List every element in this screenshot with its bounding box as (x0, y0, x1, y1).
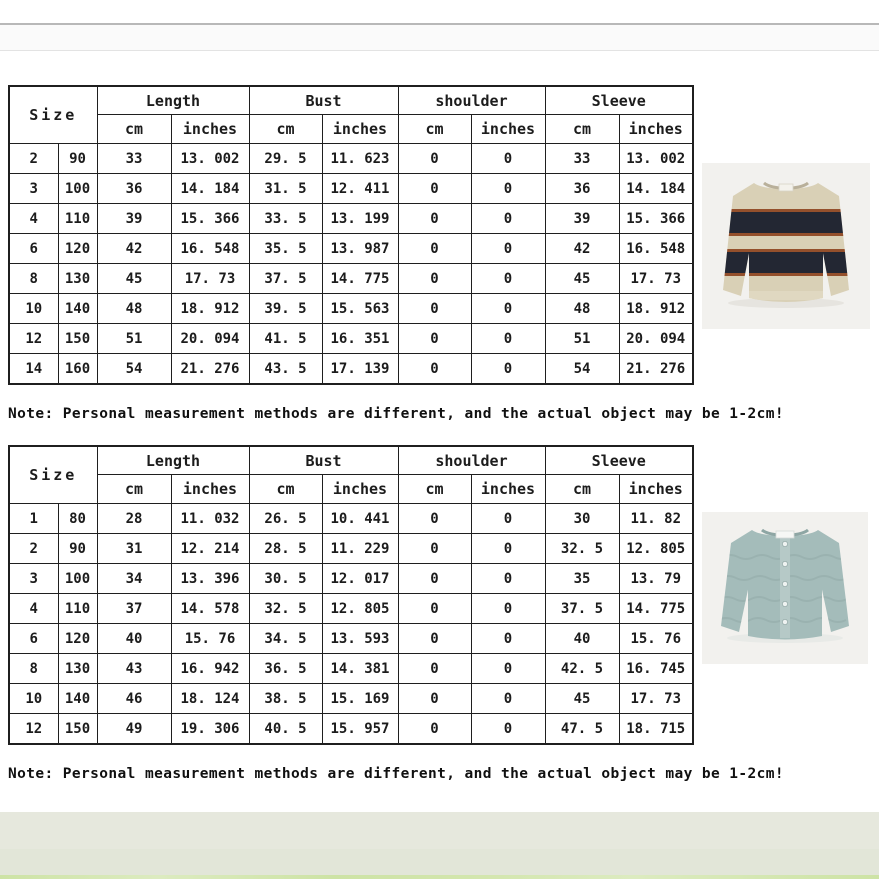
table-cell: 30 (545, 504, 619, 534)
table-cell: 0 (471, 564, 545, 594)
table-cell: 0 (471, 204, 545, 234)
bottom-frame-band-upper (0, 812, 879, 850)
table-cell: 36. 5 (249, 654, 322, 684)
table-cell: 130 (58, 264, 97, 294)
table-cell: 0 (398, 294, 471, 324)
table-cell: 15. 169 (322, 684, 398, 714)
unit-header-cm: cm (398, 475, 471, 504)
table-cell: 2 (9, 534, 58, 564)
table-cell: 10. 441 (322, 504, 398, 534)
col-header-sleeve: Sleeve (545, 446, 693, 475)
table-cell: 0 (471, 174, 545, 204)
table-cell: 14 (9, 354, 58, 385)
table-cell: 51 (97, 324, 171, 354)
table-cell: 18. 715 (619, 714, 693, 745)
table-cell: 130 (58, 654, 97, 684)
table-cell: 37 (97, 594, 171, 624)
unit-header-inches: inches (322, 115, 398, 144)
table-cell: 4 (9, 204, 58, 234)
table-cell: 140 (58, 684, 97, 714)
table-cell: 16. 745 (619, 654, 693, 684)
table-cell: 0 (471, 324, 545, 354)
table-cell: 0 (471, 294, 545, 324)
table-cell: 13. 199 (322, 204, 398, 234)
table-cell: 12 (9, 324, 58, 354)
table-cell: 0 (398, 324, 471, 354)
table-cell: 46 (97, 684, 171, 714)
table-cell: 35. 5 (249, 234, 322, 264)
table-row (9, 504, 693, 534)
table-cell: 29. 5 (249, 144, 322, 174)
table-cell: 0 (471, 624, 545, 654)
table-cell: 48 (545, 294, 619, 324)
table-cell: 17. 139 (322, 354, 398, 385)
table-row (9, 324, 693, 354)
table-cell: 90 (58, 534, 97, 564)
cardigan-illustration (702, 512, 868, 664)
table-cell: 0 (471, 654, 545, 684)
unit-header-inches: inches (619, 475, 693, 504)
unit-header-inches: inches (471, 115, 545, 144)
table-cell: 11. 82 (619, 504, 693, 534)
col-header-shoulder: shoulder (398, 86, 545, 115)
table-cell: 0 (398, 564, 471, 594)
table-cell: 12. 805 (619, 534, 693, 564)
table-cell: 13. 002 (619, 144, 693, 174)
table-cell: 34. 5 (249, 624, 322, 654)
table-cell: 0 (398, 264, 471, 294)
table-cell: 39. 5 (249, 294, 322, 324)
table-cell: 13. 002 (171, 144, 249, 174)
table-cell: 14. 578 (171, 594, 249, 624)
table-cell: 33. 5 (249, 204, 322, 234)
table-cell: 36 (545, 174, 619, 204)
table-cell: 17. 73 (619, 684, 693, 714)
table-cell: 40 (97, 624, 171, 654)
table-cell: 16. 548 (171, 234, 249, 264)
table-cell: 42 (97, 234, 171, 264)
table-cell: 100 (58, 564, 97, 594)
table-cell: 39 (545, 204, 619, 234)
table-cell: 0 (398, 594, 471, 624)
table-cell: 43. 5 (249, 354, 322, 385)
table-cell: 0 (398, 354, 471, 385)
product-photo-cardigan (702, 512, 868, 664)
table-cell: 1 (9, 504, 58, 534)
table-cell: 15. 76 (619, 624, 693, 654)
table-cell: 8 (9, 654, 58, 684)
table-cell: 120 (58, 624, 97, 654)
table-cell: 6 (9, 624, 58, 654)
table-cell: 38. 5 (249, 684, 322, 714)
table-row (9, 174, 693, 204)
table-cell: 0 (471, 684, 545, 714)
table-cell: 100 (58, 174, 97, 204)
table-cell: 45 (545, 684, 619, 714)
table-cell: 32. 5 (249, 594, 322, 624)
unit-header-cm: cm (545, 475, 619, 504)
table-row (9, 204, 693, 234)
table-cell: 13. 593 (322, 624, 398, 654)
table-row (9, 624, 693, 654)
table-cell: 11. 032 (171, 504, 249, 534)
table-cell: 41. 5 (249, 324, 322, 354)
table-cell: 10 (9, 684, 58, 714)
table-cell: 42 (545, 234, 619, 264)
table-cell: 12. 805 (322, 594, 398, 624)
unit-header-cm: cm (545, 115, 619, 144)
table-cell: 14. 775 (322, 264, 398, 294)
table-cell: 28. 5 (249, 534, 322, 564)
table-cell: 0 (398, 174, 471, 204)
table-row (9, 684, 693, 714)
table-cell: 12 (9, 714, 58, 745)
striped-sweater-illustration (702, 163, 870, 329)
table-cell: 13. 987 (322, 234, 398, 264)
table-cell: 32. 5 (545, 534, 619, 564)
table-cell: 45 (97, 264, 171, 294)
table-cell: 49 (97, 714, 171, 745)
table-row (9, 354, 693, 385)
table-cell: 15. 563 (322, 294, 398, 324)
table-cell: 37. 5 (249, 264, 322, 294)
table-cell: 47. 5 (545, 714, 619, 745)
measurement-note-1: Note: Personal measurement methods are different, and the actual object may be 1-2cm! (8, 405, 785, 422)
table-cell: 19. 306 (171, 714, 249, 745)
table-cell: 17. 73 (171, 264, 249, 294)
table-cell: 12. 214 (171, 534, 249, 564)
table-cell: 15. 366 (619, 204, 693, 234)
table-cell: 0 (398, 624, 471, 654)
table-cell: 80 (58, 504, 97, 534)
col-header-length: Length (97, 86, 249, 115)
table-cell: 0 (471, 234, 545, 264)
table-cell: 31 (97, 534, 171, 564)
table-cell: 15. 76 (171, 624, 249, 654)
unit-header-inches: inches (171, 475, 249, 504)
unit-header-cm: cm (249, 115, 322, 144)
table-cell: 0 (471, 264, 545, 294)
table-row (9, 534, 693, 564)
table-cell: 0 (398, 144, 471, 174)
table-cell: 160 (58, 354, 97, 385)
table-cell: 15. 366 (171, 204, 249, 234)
unit-header-inches: inches (322, 475, 398, 504)
table-cell: 51 (545, 324, 619, 354)
table-cell: 0 (471, 594, 545, 624)
table-cell: 3 (9, 174, 58, 204)
table-cell: 20. 094 (171, 324, 249, 354)
table-cell: 40 (545, 624, 619, 654)
table-cell: 39 (97, 204, 171, 234)
table-cell: 150 (58, 324, 97, 354)
table-cell: 31. 5 (249, 174, 322, 204)
table-cell: 13. 396 (171, 564, 249, 594)
table-cell: 54 (545, 354, 619, 385)
table-cell: 14. 184 (171, 174, 249, 204)
col-header-sleeve: Sleeve (545, 86, 693, 115)
unit-header-inches: inches (619, 115, 693, 144)
table-cell: 0 (398, 204, 471, 234)
table-cell: 21. 276 (619, 354, 693, 385)
col-header-size: Size (9, 446, 97, 504)
table-cell: 34 (97, 564, 171, 594)
table-cell: 4 (9, 594, 58, 624)
table-cell: 0 (471, 354, 545, 385)
table-cell: 48 (97, 294, 171, 324)
table-cell: 14. 381 (322, 654, 398, 684)
col-header-length: Length (97, 446, 249, 475)
table-row (9, 594, 693, 624)
table-cell: 0 (398, 534, 471, 564)
table-row (9, 654, 693, 684)
table-cell: 150 (58, 714, 97, 745)
table-cell: 3 (9, 564, 58, 594)
table-cell: 33 (545, 144, 619, 174)
table-cell: 11. 229 (322, 534, 398, 564)
top-frame-band (0, 25, 879, 51)
table-cell: 30. 5 (249, 564, 322, 594)
table-cell: 36 (97, 174, 171, 204)
bottom-frame-band-lower (0, 849, 879, 875)
table-row (9, 264, 693, 294)
table-cell: 13. 79 (619, 564, 693, 594)
table-cell: 18. 912 (619, 294, 693, 324)
table-cell: 35 (545, 564, 619, 594)
table-cell: 26. 5 (249, 504, 322, 534)
table-cell: 0 (471, 144, 545, 174)
col-header-bust: Bust (249, 86, 398, 115)
table-cell: 0 (398, 714, 471, 745)
table-cell: 20. 094 (619, 324, 693, 354)
table-cell: 28 (97, 504, 171, 534)
table-cell: 16. 942 (171, 654, 249, 684)
table-cell: 37. 5 (545, 594, 619, 624)
table-cell: 15. 957 (322, 714, 398, 745)
size-table-cardigan (8, 445, 694, 745)
table-cell: 6 (9, 234, 58, 264)
unit-header-cm: cm (97, 115, 171, 144)
table-cell: 18. 912 (171, 294, 249, 324)
table-cell: 0 (398, 654, 471, 684)
table-cell: 33 (97, 144, 171, 174)
table-cell: 54 (97, 354, 171, 385)
neck-label-tag (776, 531, 794, 538)
table-cell: 12. 411 (322, 174, 398, 204)
table-cell: 14. 775 (619, 594, 693, 624)
table-cell: 40. 5 (249, 714, 322, 745)
table-cell: 18. 124 (171, 684, 249, 714)
product-photo-striped-sweater (702, 163, 870, 329)
neck-label-tag (779, 184, 793, 191)
table-cell: 16. 548 (619, 234, 693, 264)
unit-header-inches: inches (471, 475, 545, 504)
table-cell: 140 (58, 294, 97, 324)
table-row (9, 714, 693, 745)
table-row (9, 564, 693, 594)
table-cell: 0 (471, 714, 545, 745)
col-header-shoulder: shoulder (398, 446, 545, 475)
table-cell: 10 (9, 294, 58, 324)
unit-header-cm: cm (97, 475, 171, 504)
table-cell: 43 (97, 654, 171, 684)
bottom-green-edge (0, 875, 879, 879)
table-cell: 120 (58, 234, 97, 264)
table-cell: 16. 351 (322, 324, 398, 354)
table-cell: 0 (471, 534, 545, 564)
table-cell: 8 (9, 264, 58, 294)
col-header-size: Size (9, 86, 97, 144)
table-cell: 14. 184 (619, 174, 693, 204)
table-cell: 0 (471, 504, 545, 534)
unit-header-cm: cm (398, 115, 471, 144)
size-table-striped-sweater (8, 85, 694, 385)
unit-header-cm: cm (249, 475, 322, 504)
table-cell: 2 (9, 144, 58, 174)
table-cell: 110 (58, 204, 97, 234)
table-row (9, 234, 693, 264)
table-cell: 12. 017 (322, 564, 398, 594)
table-cell: 90 (58, 144, 97, 174)
col-header-bust: Bust (249, 446, 398, 475)
table-cell: 110 (58, 594, 97, 624)
table-cell: 45 (545, 264, 619, 294)
table-row (9, 144, 693, 174)
measurement-note-2: Note: Personal measurement methods are different, and the actual object may be 1-2cm! (8, 765, 785, 782)
table-cell: 21. 276 (171, 354, 249, 385)
table-cell: 17. 73 (619, 264, 693, 294)
unit-header-inches: inches (171, 115, 249, 144)
table-cell: 0 (398, 234, 471, 264)
table-cell: 11. 623 (322, 144, 398, 174)
table-cell: 42. 5 (545, 654, 619, 684)
table-cell: 0 (398, 504, 471, 534)
table-row (9, 294, 693, 324)
table-cell: 0 (398, 684, 471, 714)
